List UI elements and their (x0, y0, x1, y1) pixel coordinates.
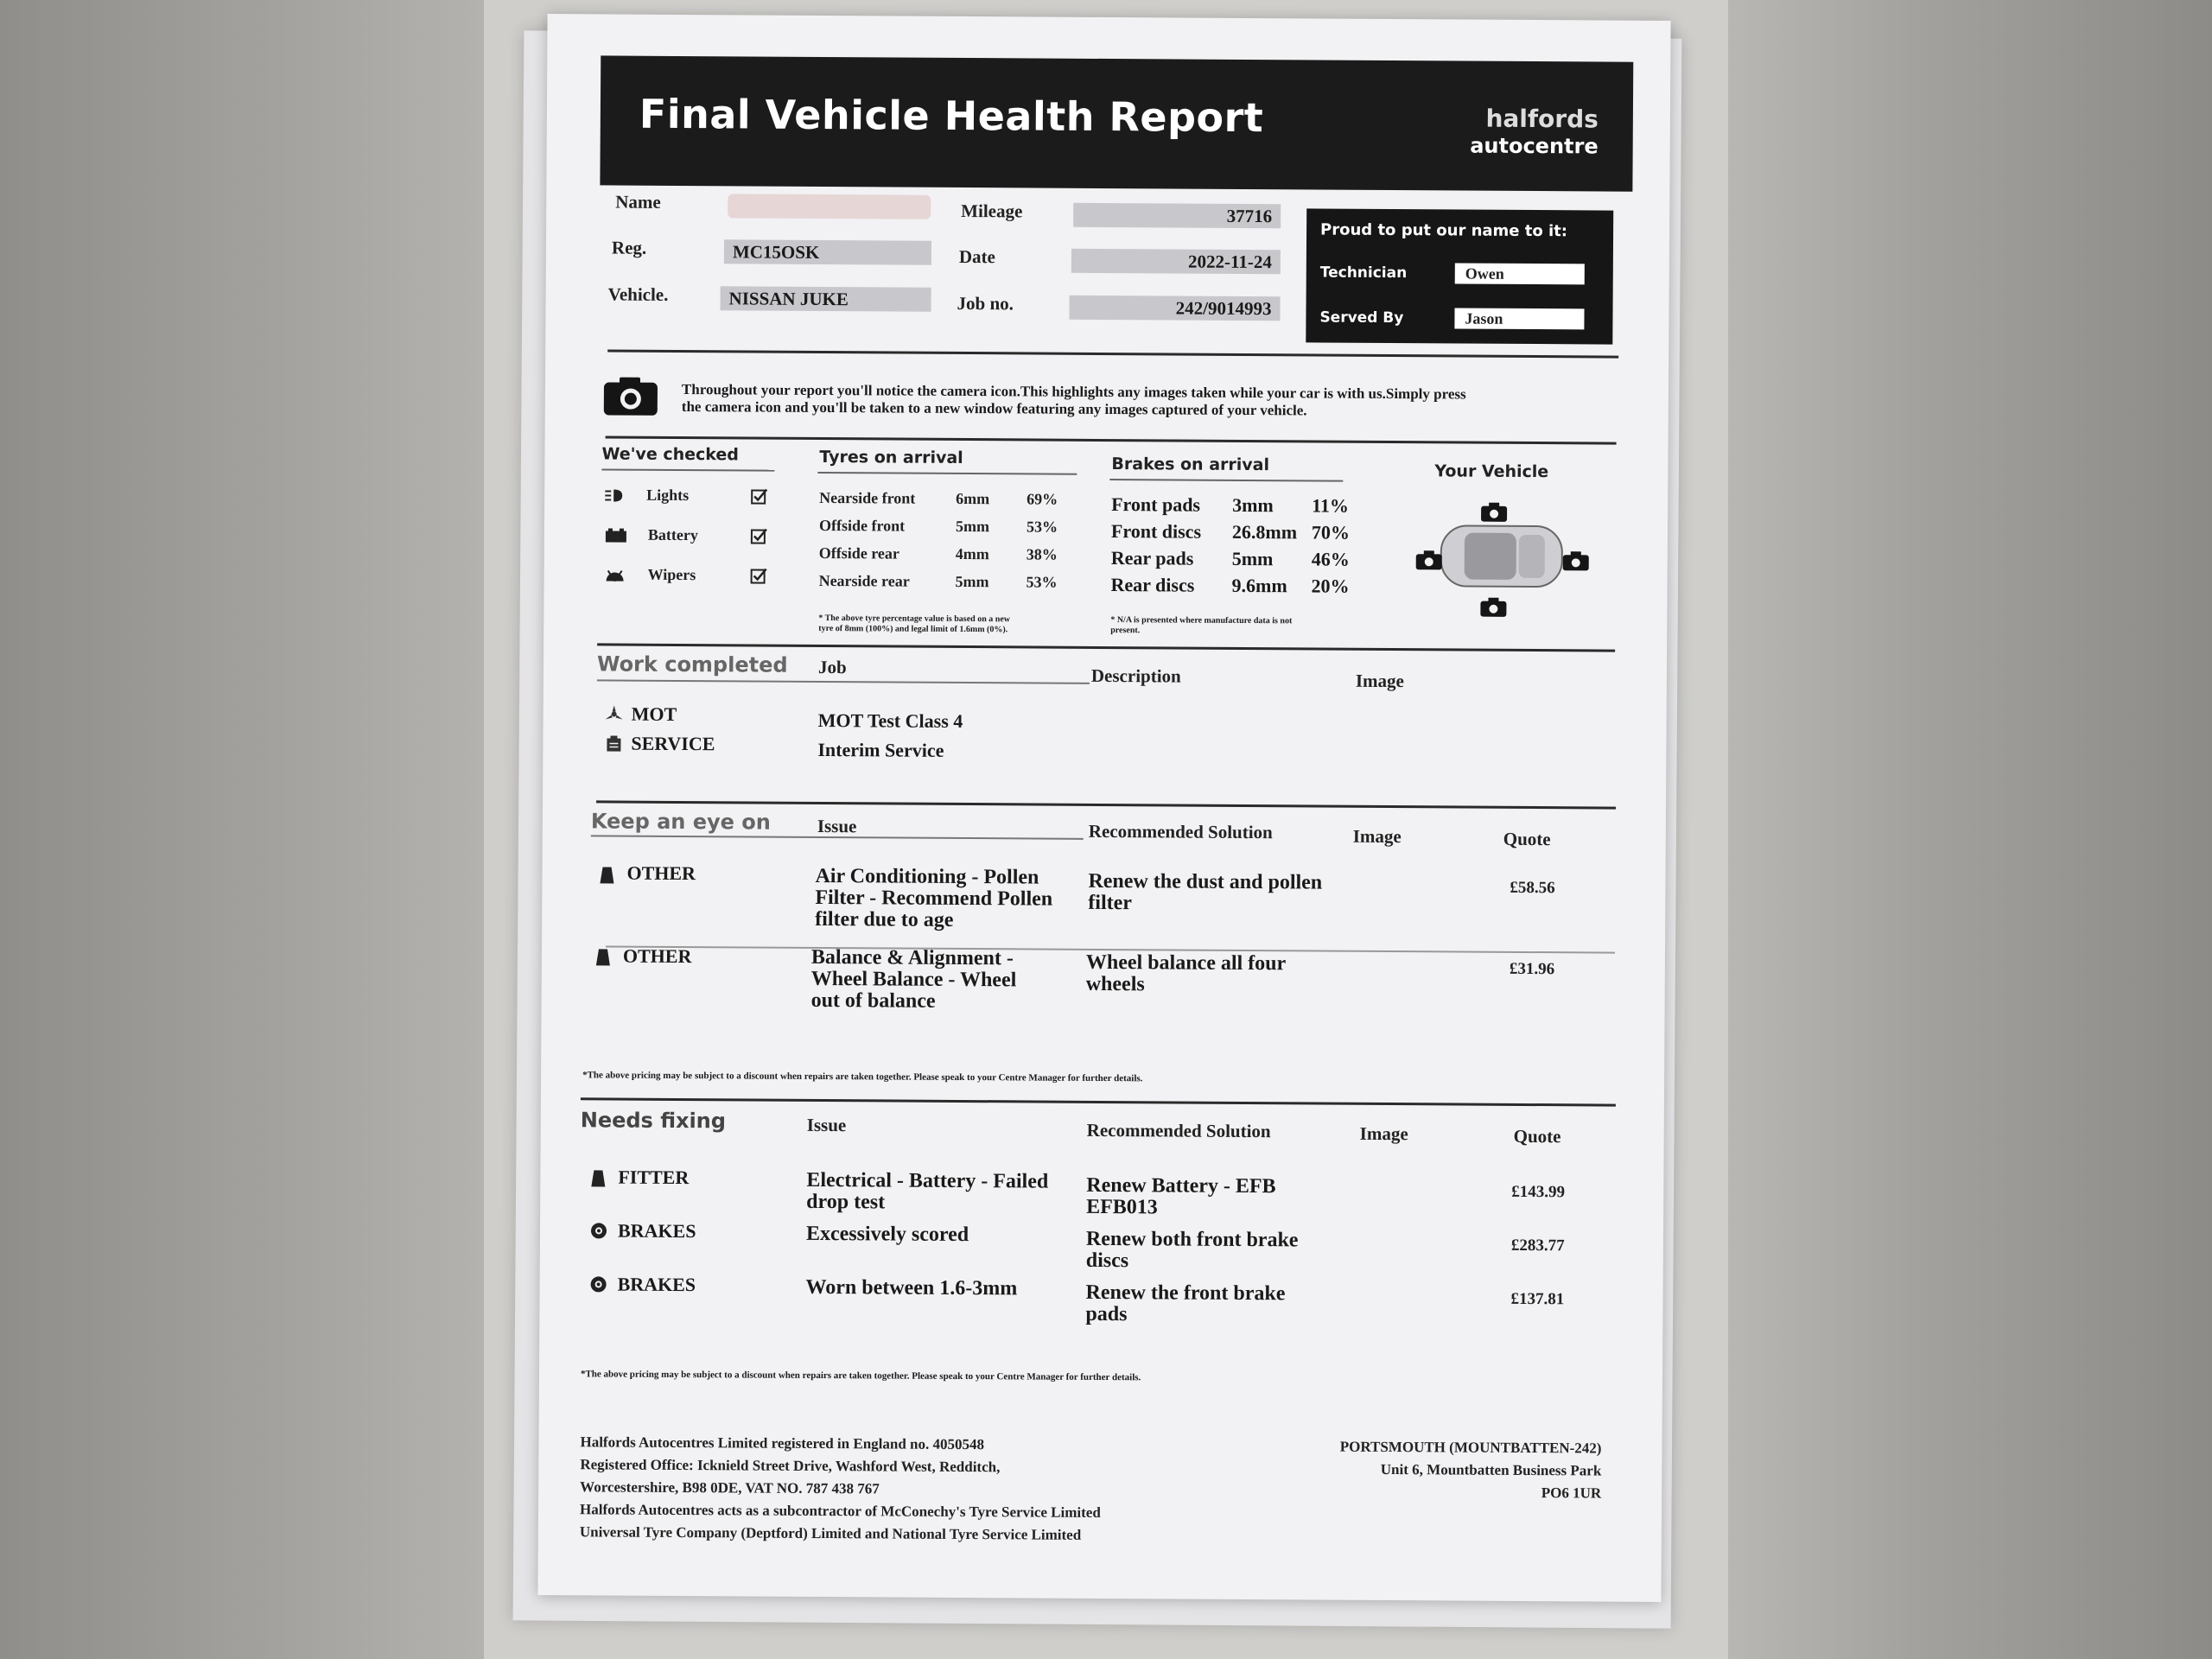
footer-company (580, 1431, 1237, 1548)
keep-solution-line: Renew the dust and pollen (1088, 869, 1323, 894)
fix-category: BRAKES (617, 1273, 696, 1296)
warning-icon (595, 947, 611, 970)
vehicle-field: NISSAN JUKE (721, 286, 931, 311)
your-vehicle-heading: Your Vehicle (1434, 461, 1549, 482)
fix-solution-line: pads (1085, 1303, 1128, 1326)
technician-label: Technician (1319, 264, 1408, 283)
reg-label: Reg. (611, 237, 647, 258)
fix-col-issue: Issue (806, 1114, 847, 1136)
fix-issue (806, 1170, 1083, 1215)
report-page (537, 14, 1670, 1602)
fix-pricing-note: *The above pricing may be subject to a discount when repairs are taken together. Please speak to your Centre Manager for further details. (580, 1369, 1141, 1383)
tyre-percent: 53% (1026, 573, 1058, 591)
work-description: MOT Test Class 4 (817, 709, 963, 732)
tyre-position: Offside front (818, 516, 906, 535)
fix-category: BRAKES (617, 1219, 696, 1243)
service-icon (605, 734, 622, 756)
proud-heading: Proud to put our name to it: (1320, 220, 1568, 241)
divider (581, 1097, 1616, 1106)
keep-col-solution: Recommended Solution (1088, 820, 1273, 843)
keep-issue (815, 866, 1074, 932)
checked-item-battery: Battery (647, 525, 698, 544)
brake-part: Rear pads (1110, 547, 1194, 569)
footer-line: Worcestershire, B98 0DE, VAT NO. 787 438 767 (580, 1478, 880, 1497)
footer-line: Registered Office: Icknield Street Drive, Washford West, Redditch, (580, 1456, 1001, 1476)
keep-issue-line: Air Conditioning - Pollen (815, 864, 1039, 889)
divider (1109, 479, 1343, 482)
tyres-heading: Tyres on arrival (819, 447, 963, 467)
fix-issue-line: Electrical - Battery - Failed (806, 1168, 1049, 1193)
fix-quote: £283.77 (1510, 1236, 1565, 1255)
divider (817, 472, 1077, 475)
wiper-icon (605, 567, 626, 587)
fix-solution-line: Renew Battery - EFB (1086, 1173, 1276, 1198)
footer-line: Universal Tyre Company (Deptford) Limited and National Tyre Service Limited (579, 1523, 1082, 1543)
fix-category: FITTER (618, 1166, 690, 1189)
checked-item-lights: Lights (646, 486, 690, 505)
work-heading: Work completed (596, 652, 788, 677)
keep-solution (1088, 871, 1347, 916)
keep-solution-line: wheels (1085, 973, 1145, 996)
footer-branch-line: Unit 6, Mountbatten Business Park (1380, 1460, 1602, 1479)
fix-issue-line: drop test (806, 1191, 886, 1214)
fix-col-quote: Quote (1513, 1125, 1561, 1147)
keep-col-issue: Issue (817, 815, 857, 837)
keep-issue-line: out of balance (810, 989, 936, 1014)
fix-solution (1086, 1175, 1345, 1220)
tyre-note-line1: * The above tyre percentage value is based on a new (818, 613, 1011, 625)
served-by-label: Served By (1319, 308, 1404, 327)
tyre-percent: 38% (1026, 545, 1058, 563)
keep-issue-line: Filter - Recommend Pollen (815, 887, 1053, 911)
tyre-position: Nearside rear (818, 571, 910, 590)
name-field (728, 194, 931, 219)
tyre-depth: 5mm (955, 517, 990, 536)
tyre-position: Nearside front (819, 488, 916, 507)
fix-solution (1086, 1229, 1345, 1274)
footer-branch-line: PO6 1UR (1541, 1484, 1602, 1502)
keep-pricing-note: *The above pricing may be subject to a discount when repairs are taken together. Please speak to your Centre Manager for further details. (582, 1070, 1143, 1084)
brake-part: Front discs (1110, 520, 1202, 543)
brand-name: halfords (1485, 104, 1599, 134)
divider (601, 468, 774, 471)
camera-icon[interactable] (602, 375, 659, 416)
fix-quote: £143.99 (1511, 1182, 1566, 1202)
keep-quote: £31.96 (1509, 959, 1555, 979)
brake-depth: 5mm (1231, 547, 1274, 570)
checked-heading: We've checked (601, 444, 739, 465)
keep-category: OTHER (626, 861, 696, 885)
warning-icon (599, 865, 614, 888)
fix-issue-line: Excessively scored (805, 1222, 969, 1247)
keep-solution-line: filter (1088, 892, 1133, 915)
work-job: MOT (631, 702, 677, 725)
camera-icon[interactable] (1562, 550, 1590, 575)
mot-icon (606, 705, 623, 727)
tyre-position: Offside rear (818, 543, 899, 563)
job-number-label: Job no. (957, 292, 1014, 315)
divider (596, 800, 1616, 809)
fix-issue-line: Worn between 1.6-3mm (805, 1275, 1018, 1300)
brake-disc-icon (590, 1222, 607, 1243)
proud-box (1306, 208, 1613, 344)
brake-percent: 20% (1311, 575, 1350, 597)
work-col-image: Image (1355, 670, 1404, 692)
work-col-job: Job (817, 656, 847, 678)
brake-depth: 9.6mm (1231, 574, 1287, 597)
divider (597, 679, 1090, 683)
served-by-field: Jason (1454, 308, 1584, 329)
brakes-heading: Brakes on arrival (1111, 454, 1270, 475)
name-label: Name (615, 191, 661, 213)
tyres-table (818, 488, 1078, 634)
camera-icon[interactable] (1480, 502, 1508, 527)
checkbox-checked-icon (750, 526, 769, 550)
brake-note-line1: * N/A is presented where manufacture data is not (1110, 615, 1293, 626)
keep-issue-line: filter due to age (815, 908, 954, 932)
keep-issue-line: Wheel Balance - Wheel (810, 968, 1017, 992)
keep-solution-line: Wheel balance all four (1085, 950, 1287, 976)
tyre-percent: 53% (1026, 518, 1058, 536)
keep-col-quote: Quote (1503, 828, 1551, 850)
fix-issue (806, 1224, 1083, 1247)
fix-solution-line: discs (1085, 1249, 1129, 1273)
camera-note (682, 381, 1615, 422)
needs-fixing-heading: Needs fixing (580, 1108, 727, 1134)
brakes-table (1110, 493, 1370, 635)
keep-category: OTHER (622, 944, 692, 968)
footer-branch (1255, 1435, 1601, 1504)
keep-issue (811, 947, 1071, 1014)
brake-percent: 70% (1311, 521, 1351, 543)
work-job: SERVICE (631, 732, 715, 755)
fix-solution-line: Renew the front brake (1085, 1281, 1286, 1306)
fix-issue (806, 1277, 1083, 1300)
footer-line: Halfords Autocentres Limited registered in England no. 4050548 (580, 1433, 985, 1453)
reg-field: MC15OSK (724, 239, 931, 264)
date-field: 2022-11-24 (1071, 249, 1281, 274)
keep-solution (1086, 952, 1345, 997)
job-number-field: 242/9014993 (1069, 296, 1280, 321)
footer-branch-line: PORTSMOUTH (MOUNTBATTEN-242) (1339, 1438, 1602, 1457)
divider (607, 349, 1618, 358)
tyre-percent: 69% (1027, 490, 1058, 508)
mileage-field: 37716 (1073, 203, 1281, 228)
brand-subname: autocentre (1470, 133, 1599, 159)
camera-icon[interactable] (1415, 550, 1443, 575)
vehicle-label: Vehicle. (607, 283, 669, 305)
keep-quote: £58.56 (1510, 878, 1555, 898)
camera-note-line2: the camera icon and you'll be taken to a new window featuring any images captured of your vehicle. (681, 398, 1307, 419)
tyre-note (818, 613, 1077, 635)
fix-quote: £137.81 (1510, 1289, 1565, 1309)
keep-eye-heading: Keep an eye on (590, 809, 772, 835)
work-col-description: Description (1090, 664, 1181, 687)
date-label: Date (958, 245, 995, 268)
technician-field: Owen (1455, 263, 1585, 284)
divider (597, 643, 1615, 652)
camera-note-line1: Throughout your report you'll notice the camera icon.This highlights any images taken while your car is with us.Simply press (681, 381, 1466, 403)
brake-disc-icon (590, 1275, 607, 1297)
background-right (1728, 0, 2212, 1659)
brake-depth: 3mm (1232, 493, 1274, 517)
headlight-icon (605, 487, 624, 507)
tyre-note-line2: tyre of 8mm (100%) and legal limit of 1.6mm (0%). (818, 623, 1008, 634)
brake-percent: 46% (1311, 548, 1350, 570)
camera-icon[interactable] (1479, 597, 1507, 622)
brake-part: Front pads (1111, 493, 1201, 516)
keep-issue-line: Balance & Alignment - (810, 945, 1014, 970)
tyre-depth: 6mm (956, 489, 990, 508)
checked-list (604, 487, 778, 601)
brake-note (1110, 615, 1352, 637)
warning-icon (590, 1168, 606, 1192)
keep-col-image: Image (1352, 825, 1402, 848)
background-left (0, 0, 484, 1659)
report-header (600, 55, 1633, 191)
tyre-depth: 4mm (955, 544, 989, 563)
mileage-label: Mileage (961, 200, 1023, 222)
fix-col-image: Image (1359, 1122, 1408, 1145)
checkbox-checked-icon (750, 486, 769, 510)
brake-depth: 26.8mm (1231, 520, 1298, 543)
fix-solution-line: EFB013 (1086, 1196, 1158, 1219)
footer-line: Halfords Autocentres acts as a subcontractor of McConechy's Tyre Service Limited (579, 1501, 1101, 1521)
checked-item-wipers: Wipers (647, 565, 696, 584)
battery-icon (605, 527, 627, 547)
fix-col-solution: Recommended Solution (1086, 1119, 1271, 1142)
report-title: Final Vehicle Health Report (639, 90, 1264, 142)
brake-part: Rear discs (1110, 574, 1195, 596)
tyre-depth: 5mm (955, 572, 989, 591)
brake-percent: 11% (1312, 494, 1350, 517)
divider (606, 435, 1617, 444)
fix-solution (1085, 1282, 1344, 1327)
work-description: Interim Service (817, 738, 944, 761)
checkbox-checked-icon (750, 566, 769, 589)
fix-solution-line: Renew both front brake (1085, 1227, 1299, 1252)
brake-note-line2: present. (1110, 625, 1141, 635)
